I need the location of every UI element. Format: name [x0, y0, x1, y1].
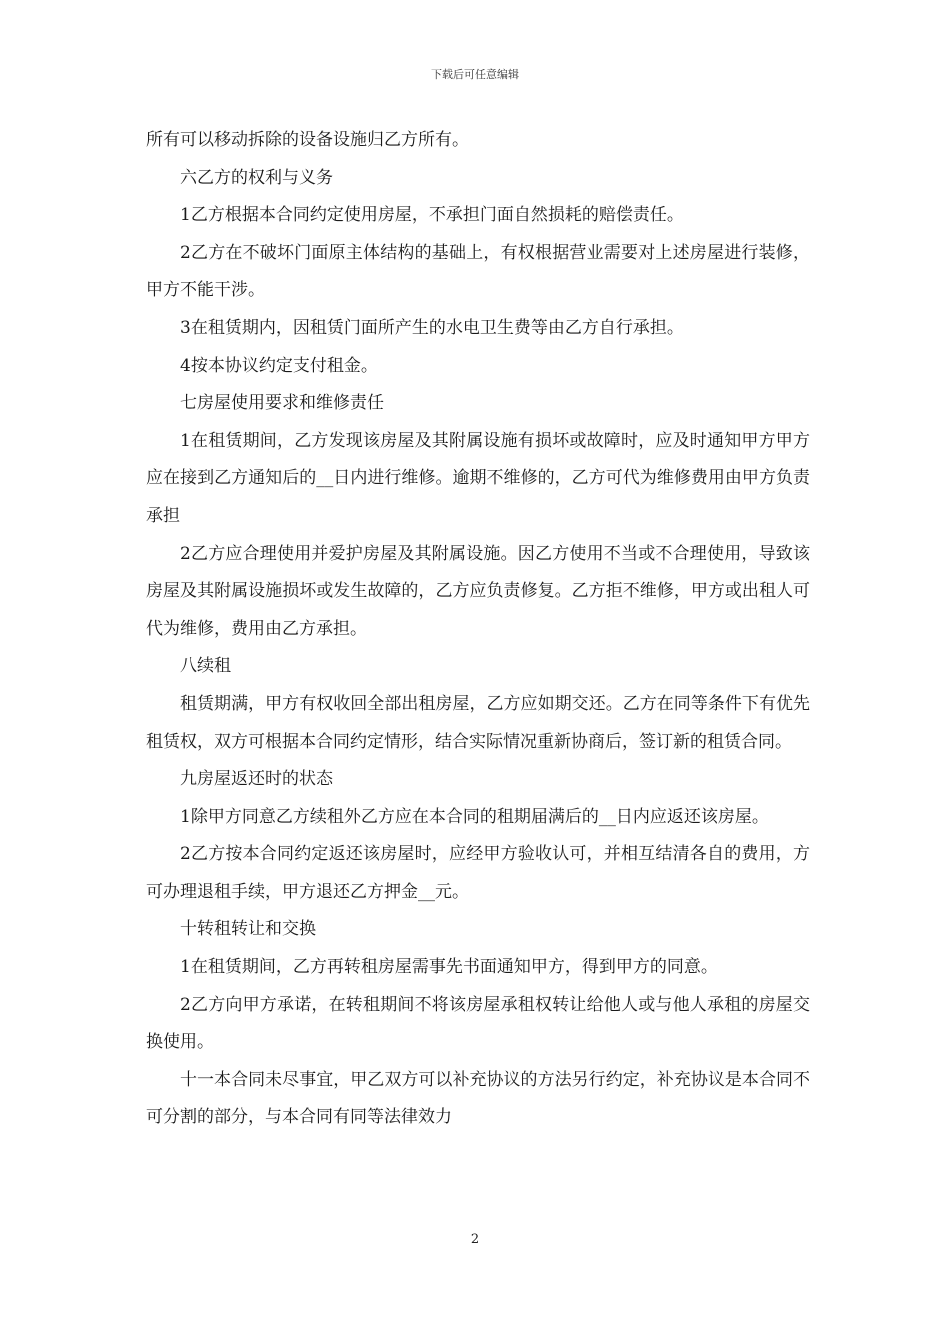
paragraph: 所有可以移动拆除的设备设施归乙方所有。 — [146, 130, 469, 150]
paragraph: 2乙方在不破坏门面原主体结构的基础上，有权根据营业需要对上述房屋进行装修，甲方不能干涉。 — [146, 242, 810, 301]
paragraph: 1在租赁期间，乙方发现该房屋及其附属设施有损坏或故障时，应及时通知甲方甲方应在接到乙方通知后的__日内进行维修。逾期不维修的，乙方可代为维修费用由甲方负责承担 — [146, 430, 810, 526]
section-heading: 八续租 — [180, 656, 231, 677]
paragraph: 3在租赁期内，因租赁门面所产生的水电卫生费等由乙方自行承担。 — [180, 317, 684, 338]
paragraph: 租赁期满，甲方有权收回全部出租房屋，乙方应如期交还。乙方在同等条件下有优先租赁权，双方可根据本合同约定情形，结合实际情况重新协商后，签订新的租赁合同。 — [146, 693, 810, 752]
paragraph: 2乙方应合理使用并爱护房屋及其附属设施。因乙方使用不当或不合理使用，导致该房屋及其附属设施损坏或发生故障的，乙方应负责修复。乙方拒不维修，甲方或出租人可代为维修，费用由乙方承担。 — [146, 543, 810, 639]
paragraph: 2乙方向甲方承诺，在转租期间不将该房屋承租权转让给他人或与他人承租的房屋交换使用。 — [146, 994, 810, 1053]
paragraph: 4按本协议约定支付租金。 — [180, 355, 378, 376]
section-heading: 六乙方的权利与义务 — [180, 167, 333, 188]
section-heading: 九房屋返还时的状态 — [180, 769, 333, 790]
page-number: 2 — [470, 1232, 480, 1247]
paragraph: 十一本合同未尽事宜，甲乙双方可以补充协议的方法另行约定，补充协议是本合同不可分割的部分，与本合同有同等法律效力 — [146, 1069, 810, 1128]
section-heading: 七房屋使用要求和维修责任 — [180, 393, 384, 414]
paragraph: 1乙方根据本合同约定使用房屋，不承担门面自然损耗的赔偿责任。 — [180, 205, 684, 226]
paragraph: 1除甲方同意乙方续租外乙方应在本合同的租期届满后的__日内应返还该房屋。 — [180, 806, 769, 827]
section-heading: 十转租转让和交换 — [180, 919, 316, 940]
paragraph: 2乙方按本合同约定返还该房屋时，应经甲方验收认可，并相互结清各自的费用，方可办理退租手续，甲方退还乙方押金__元。 — [146, 844, 810, 902]
paragraph: 1在租赁期间，乙方再转租房屋需事先书面通知甲方，得到甲方的同意。 — [180, 957, 718, 978]
page-header: 下载后可任意编辑 — [431, 68, 519, 81]
document-body — [146, 122, 810, 1137]
